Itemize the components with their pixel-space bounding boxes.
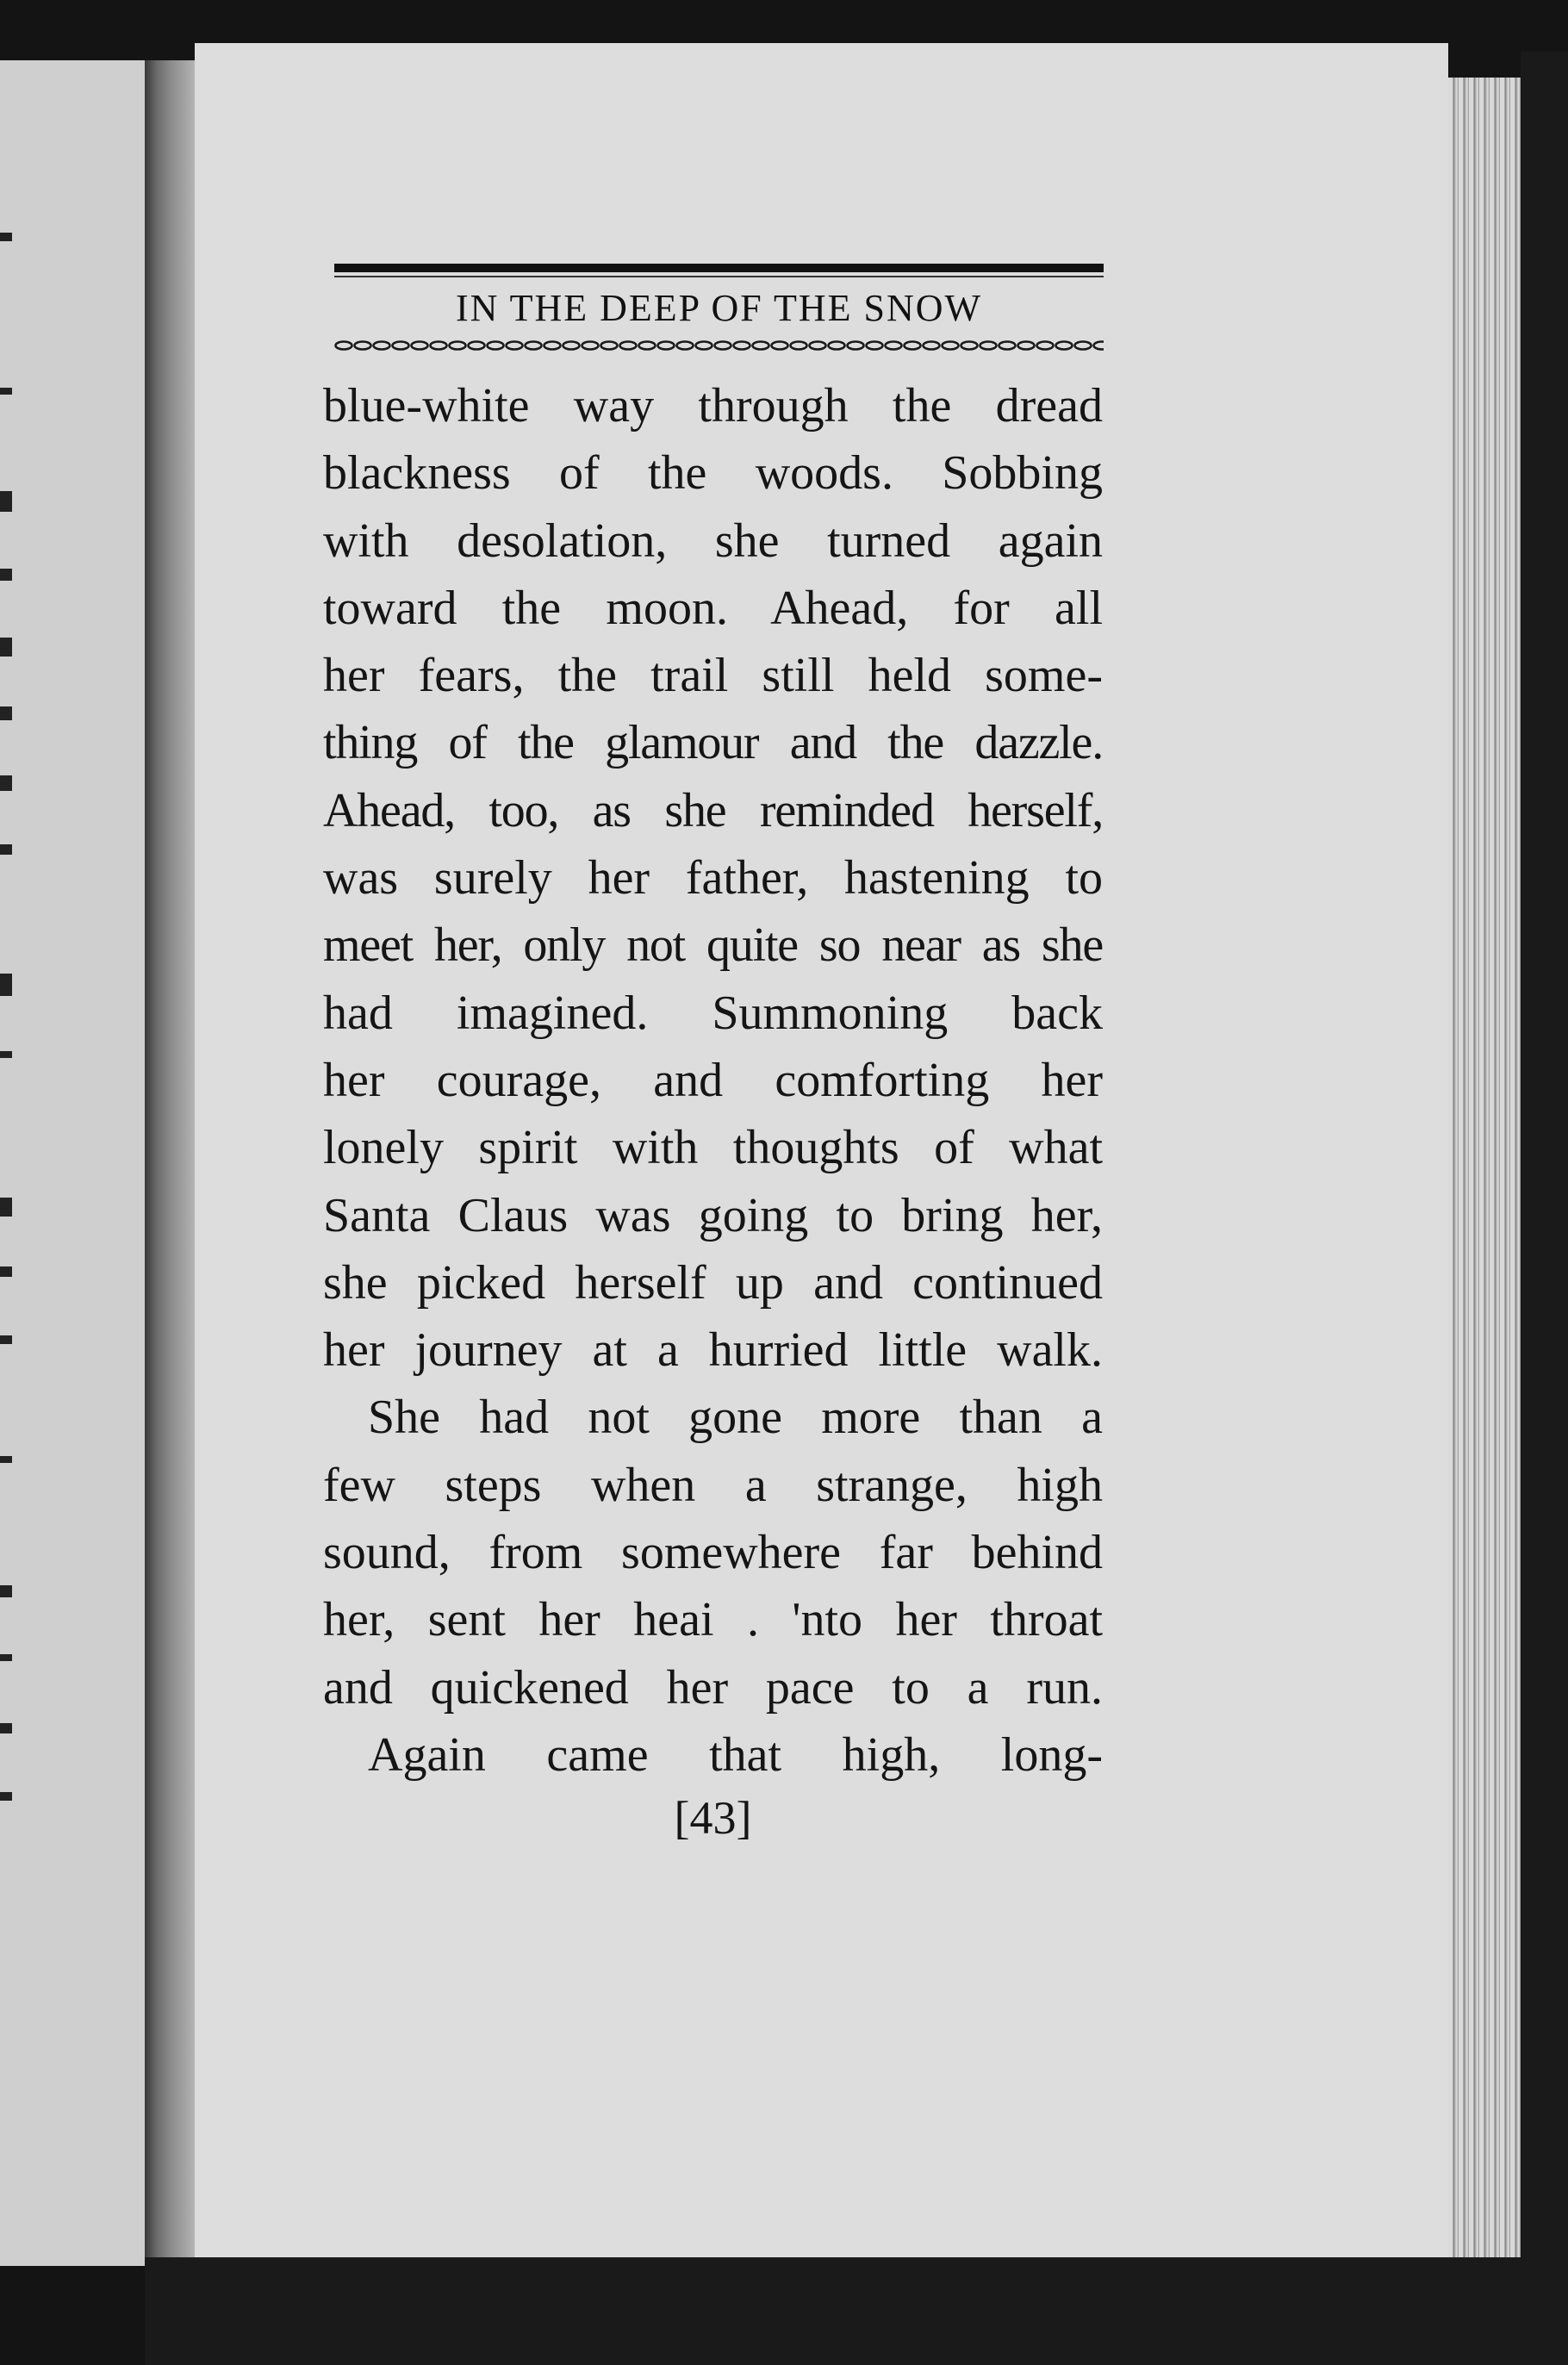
text-line: She had not gone more than a — [368, 1391, 1103, 1445]
text-line: she picked herself up and continued — [323, 1255, 1103, 1310]
page-edges — [1448, 78, 1521, 2266]
prev-page-glyph — [0, 1792, 12, 1801]
prev-page-glyph — [0, 775, 12, 791]
prev-page-glyph — [0, 569, 12, 581]
prev-page-glyph — [0, 1335, 12, 1344]
text-line: blackness of the woods. Sobbing — [323, 446, 1103, 501]
text-line: with desolation, she turned again — [323, 513, 1103, 568]
chain-ornament-rule — [334, 339, 1104, 352]
prev-page-glyph — [0, 233, 12, 241]
prev-page-glyph — [0, 1456, 12, 1463]
prev-page-glyph — [0, 974, 12, 996]
prev-page-glyph — [0, 1585, 12, 1597]
body-text — [323, 372, 1103, 1789]
text-line: her courage, and comforting her — [323, 1053, 1103, 1107]
text-line: her journey at a hurried little walk. — [323, 1323, 1103, 1378]
text-line: thing of the glamour and the dazzle. — [323, 716, 1103, 770]
text-line: had imagined. Summoning back — [323, 986, 1103, 1040]
prev-page-glyph — [0, 706, 12, 720]
prev-page-glyph — [0, 638, 12, 657]
previous-page-edge — [0, 60, 145, 2266]
book-gutter — [145, 60, 195, 2266]
text-line: toward the moon. Ahead, for all — [323, 581, 1103, 635]
text-line: her, sent her heai . 'nto her throat — [323, 1593, 1103, 1647]
prev-page-glyph — [0, 844, 12, 855]
text-line: meet her, only not quite so near as she — [323, 918, 1103, 973]
prev-page-glyph — [0, 1267, 12, 1277]
text-line: blue-white way through the dread — [323, 379, 1103, 433]
text-line: lonely spirit with thoughts of what — [323, 1121, 1103, 1175]
text-line: was surely her father, hastening to — [323, 851, 1103, 906]
prev-page-glyph — [0, 1198, 12, 1217]
header-thin-rule — [334, 276, 1104, 277]
text-line: Again came that high, long- — [368, 1727, 1103, 1782]
header-thick-rule — [334, 264, 1104, 272]
text-line: and quickened her pace to a run. — [323, 1660, 1103, 1715]
text-line: Ahead, too, as she reminded herself, — [323, 783, 1103, 837]
prev-page-glyph — [0, 491, 12, 512]
page-number: [43] — [674, 1792, 752, 1844]
text-line: her fears, the trail still held some- — [323, 649, 1103, 703]
text-line: sound, from somewhere far behind — [323, 1526, 1103, 1580]
prev-page-glyph — [0, 1051, 12, 1058]
running-head: IN THE DEEP OF THE SNOW — [455, 287, 983, 329]
background-bottom — [145, 2257, 1523, 2365]
prev-page-glyph — [0, 388, 12, 395]
text-line: few steps when a strange, high — [323, 1458, 1103, 1512]
prev-page-glyph — [0, 1723, 12, 1733]
prev-page-glyph — [0, 1654, 12, 1661]
text-line: Santa Claus was going to bring her, — [323, 1188, 1103, 1242]
background-right — [1521, 52, 1568, 2365]
